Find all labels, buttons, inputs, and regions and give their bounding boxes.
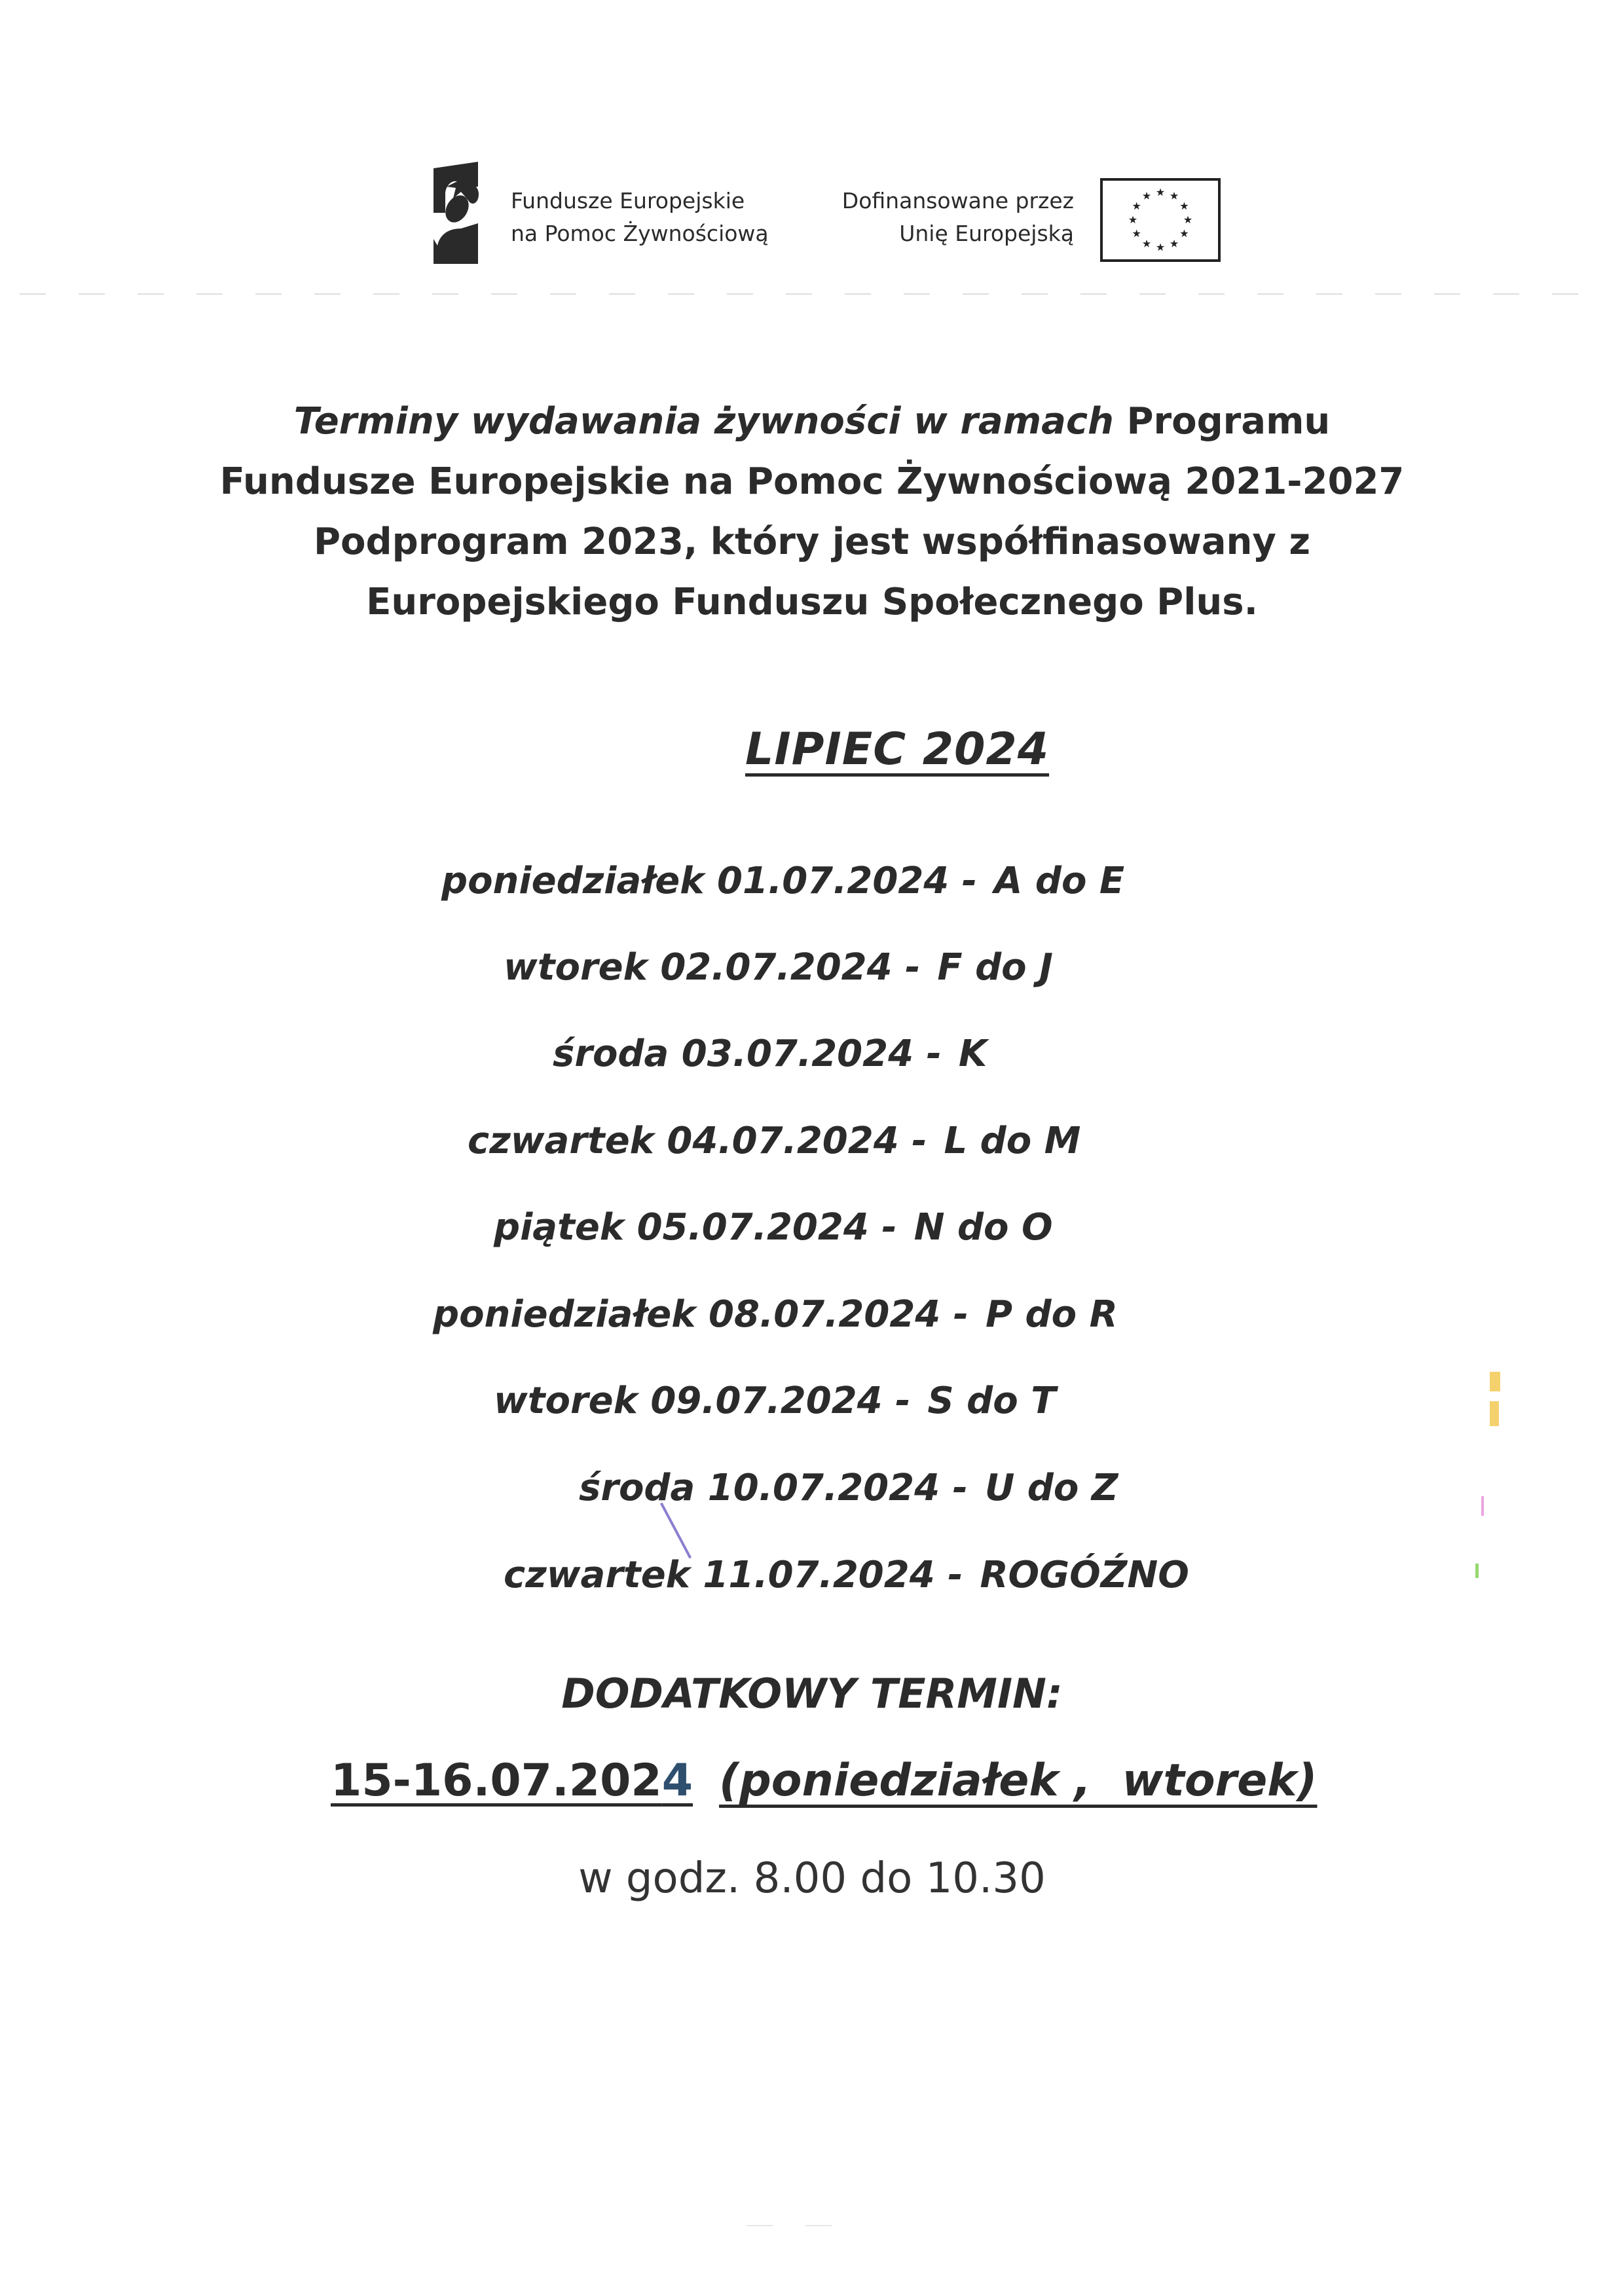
row-day: piątek — [494, 1206, 625, 1249]
row-group: P do R — [986, 1293, 1118, 1336]
fe-name-line1: Fundusze Europejskie — [511, 188, 745, 213]
scan-artifact — [1490, 1372, 1500, 1391]
title-line1-italic: Terminy wydawania żywności w ramach — [293, 400, 1114, 443]
row-group: S do T — [927, 1380, 1056, 1422]
schedule-row — [478, 904, 1053, 989]
row-group: L do M — [944, 1120, 1081, 1162]
scan-divider — [20, 293, 1604, 295]
row-day: poniedziałek — [441, 860, 705, 902]
additional-days: (poniedziałek , wtorek) — [719, 1755, 1318, 1807]
eu-text-line1: Dofinansowane przez — [841, 188, 1074, 213]
eu-cofinanced-text — [773, 185, 1074, 250]
row-day: poniedziałek — [433, 1293, 696, 1336]
schedule-row — [527, 990, 987, 1075]
row-group: K — [958, 1033, 987, 1075]
schedule-row — [478, 1511, 1189, 1596]
eu-star-icon: ★ — [1179, 200, 1189, 212]
additional-term-heading: DODATKOWY TERMIN: — [561, 1670, 1063, 1717]
eu-star-icon: ★ — [1141, 189, 1152, 202]
row-day: środa — [579, 1467, 695, 1509]
schedule-row — [416, 817, 1124, 902]
opening-hours: w godz. 8.00 do 10.30 — [578, 1854, 1046, 1903]
title-line1 — [0, 392, 1624, 452]
title-line4: Europejskiego Funduszu Społecznego Plus. — [366, 581, 1258, 623]
row-sep: - — [953, 1293, 969, 1336]
row-date: 10.07.2024 — [707, 1467, 940, 1509]
row-sep: - — [895, 1380, 911, 1422]
row-sep: - — [912, 1120, 927, 1162]
row-day: czwartek — [468, 1120, 654, 1162]
row-date: 03.07.2024 — [681, 1033, 914, 1075]
handwritten-digit: 4 — [661, 1755, 693, 1807]
eu-star-icon: ★ — [1141, 237, 1152, 250]
row-day: środa — [553, 1033, 669, 1075]
row-sep: - — [905, 946, 921, 989]
schedule-row — [442, 1077, 1080, 1162]
eu-flag-icon — [1100, 178, 1221, 262]
fundusze-europejskie-logo-icon — [432, 160, 479, 265]
fe-name-line2: na Pomoc Żywnościową — [511, 221, 769, 246]
row-date: 04.07.2024 — [667, 1120, 899, 1162]
row-date: 02.07.2024 — [660, 946, 893, 989]
row-date: 08.07.2024 — [709, 1293, 941, 1336]
title-line3: Podprogram 2023, który jest współfinasowany z — [314, 521, 1310, 563]
row-sep: - — [881, 1206, 897, 1249]
row-day: wtorek — [494, 1380, 638, 1422]
row-date: 01.07.2024 — [717, 860, 950, 902]
row-group: U do Z — [984, 1467, 1118, 1509]
month-heading: LIPIEC 2024 — [745, 724, 1050, 775]
scan-artifact — [747, 2225, 845, 2226]
eu-star-icon: ★ — [1183, 213, 1193, 226]
row-day: czwartek — [504, 1554, 690, 1596]
row-sep: - — [952, 1467, 968, 1509]
row-group: ROGÓŹNO — [980, 1554, 1189, 1596]
row-date: 11.07.2024 — [703, 1554, 935, 1596]
scan-artifact — [1481, 1496, 1484, 1516]
scan-artifact — [1475, 1564, 1479, 1578]
title-line1-regular: Programu — [1126, 400, 1331, 443]
row-sep: - — [948, 1554, 963, 1596]
row-sep: - — [926, 1033, 942, 1075]
eu-text-line2: Unię Europejską — [899, 221, 1074, 246]
schedule-row — [468, 1164, 1053, 1249]
row-day: wtorek — [504, 946, 648, 989]
schedule-row — [553, 1424, 1118, 1509]
row-group: N do O — [913, 1206, 1053, 1249]
row-group: A do E — [994, 860, 1125, 902]
additional-date-main: 15-16.07.202 — [331, 1755, 662, 1807]
eu-star-icon: ★ — [1169, 189, 1179, 202]
row-sep: - — [961, 860, 978, 902]
eu-star-icon: ★ — [1128, 213, 1138, 226]
eu-star-icon: ★ — [1169, 237, 1179, 250]
additional-term-date — [331, 1755, 1318, 1807]
row-date: 09.07.2024 — [650, 1380, 883, 1422]
additional-date-range — [331, 1755, 693, 1807]
fe-program-name — [511, 185, 769, 250]
eu-star-icon: ★ — [1132, 200, 1141, 212]
schedule-row — [407, 1251, 1118, 1336]
eu-star-icon: ★ — [1179, 227, 1189, 240]
scan-artifact — [1490, 1401, 1499, 1426]
eu-star-icon: ★ — [1155, 186, 1166, 198]
schedule-row — [468, 1337, 1056, 1422]
eu-star-icon: ★ — [1132, 227, 1141, 240]
eu-star-icon: ★ — [1155, 241, 1166, 253]
row-group: F do J — [937, 946, 1053, 989]
document-title — [0, 392, 1624, 633]
title-line2: Fundusze Europejskie na Pomoc Żywnościową 2021-2027 — [219, 460, 1405, 503]
row-date: 05.07.2024 — [637, 1206, 869, 1249]
